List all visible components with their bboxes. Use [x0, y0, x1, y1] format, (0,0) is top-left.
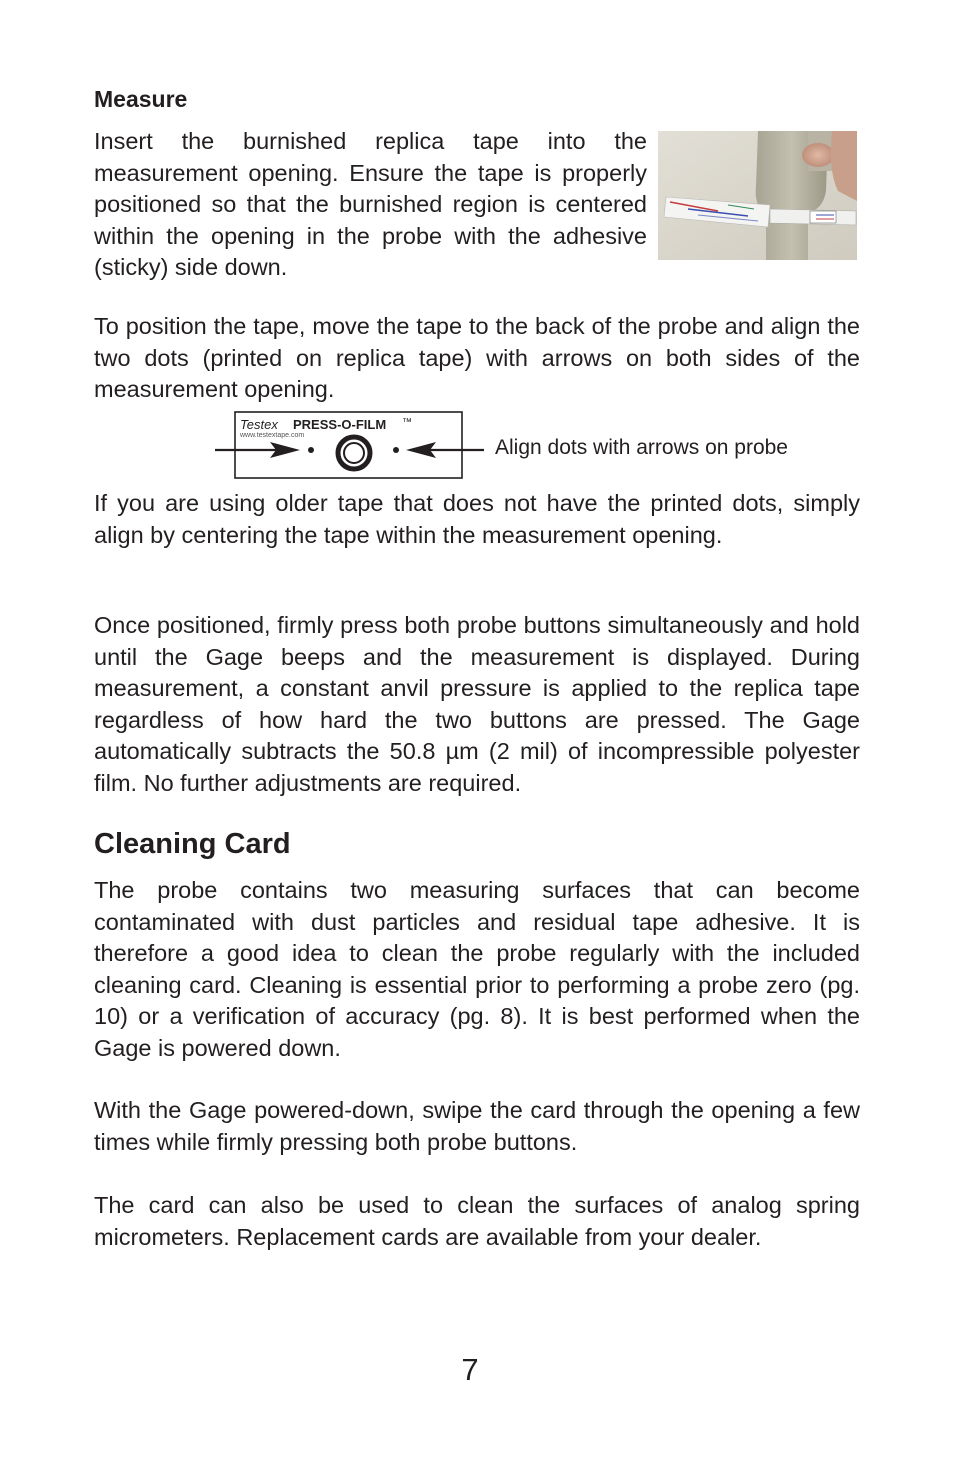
- tape-alignment-svg: [210, 408, 830, 484]
- tape-brand: Testex: [240, 417, 278, 432]
- probe-tape-photo-illustration: [658, 131, 857, 260]
- page-number: 7: [461, 1352, 479, 1387]
- tape-url: www.testextape.com: [240, 432, 305, 439]
- cleaning-paragraph-swipe: With the Gage powered-down, swipe the card through the opening a few times while firmly pressing both probe buttons.: [94, 1097, 860, 1155]
- tape-product: PRESS-O-FILM: [293, 417, 387, 432]
- alignment-dot-right: [393, 447, 399, 453]
- measure-heading: Measure: [94, 86, 188, 112]
- measure-paragraph-insert: Insert the burnished replica tape into the measurement opening. Ensure the tape is properly positioned so that the burnished region is centered within the opening in the probe with the adhesive (sticky) side down.: [94, 128, 647, 281]
- measure-paragraph-position: To position the tape, move the tape to the back of the probe and align the two dots (printed on replica tape) with arrows on both sides of the measurement opening.: [94, 313, 860, 403]
- probe-tape-photo: [658, 131, 857, 260]
- diagram-caption: Align dots with arrows on probe: [495, 436, 788, 459]
- tape-trademark: ™: [402, 417, 412, 428]
- tape-alignment-diagram: [210, 408, 830, 484]
- measure-paragraph-older-tape: If you are using older tape that does not have the printed dots, simply align by centering the tape within the measurement opening.: [94, 490, 860, 548]
- alignment-dot-left: [308, 447, 314, 453]
- cleaning-paragraph-intro: The probe contains two measuring surfaces that can become contaminated with dust particles and residual tape adhesive. It is therefore a good idea to clean the probe regularly with the included cleaning card. Cleaning is essential prior to performing a probe zero (pg. 10) or a verification of accuracy (pg. 8). It is best performed when the Gage is powered down.: [94, 877, 860, 1061]
- measure-paragraph-press: Once positioned, firmly press both probe buttons simultaneously and hold until the Gage beeps and the measurement is displayed. During measurement, a constant anvil pressure is applied to the replica tape regardless of how hard the two buttons are pressed. The Gage automatically subtracts the 50.8 µm (2 mil) of incompressible polyester film. No further adjustments are required.: [94, 612, 860, 796]
- cleaning-card-heading: Cleaning Card: [94, 828, 291, 860]
- cleaning-paragraph-micrometers: The card can also be used to clean the surfaces of analog spring micrometers. Replacement cards are available from your dealer.: [94, 1192, 860, 1250]
